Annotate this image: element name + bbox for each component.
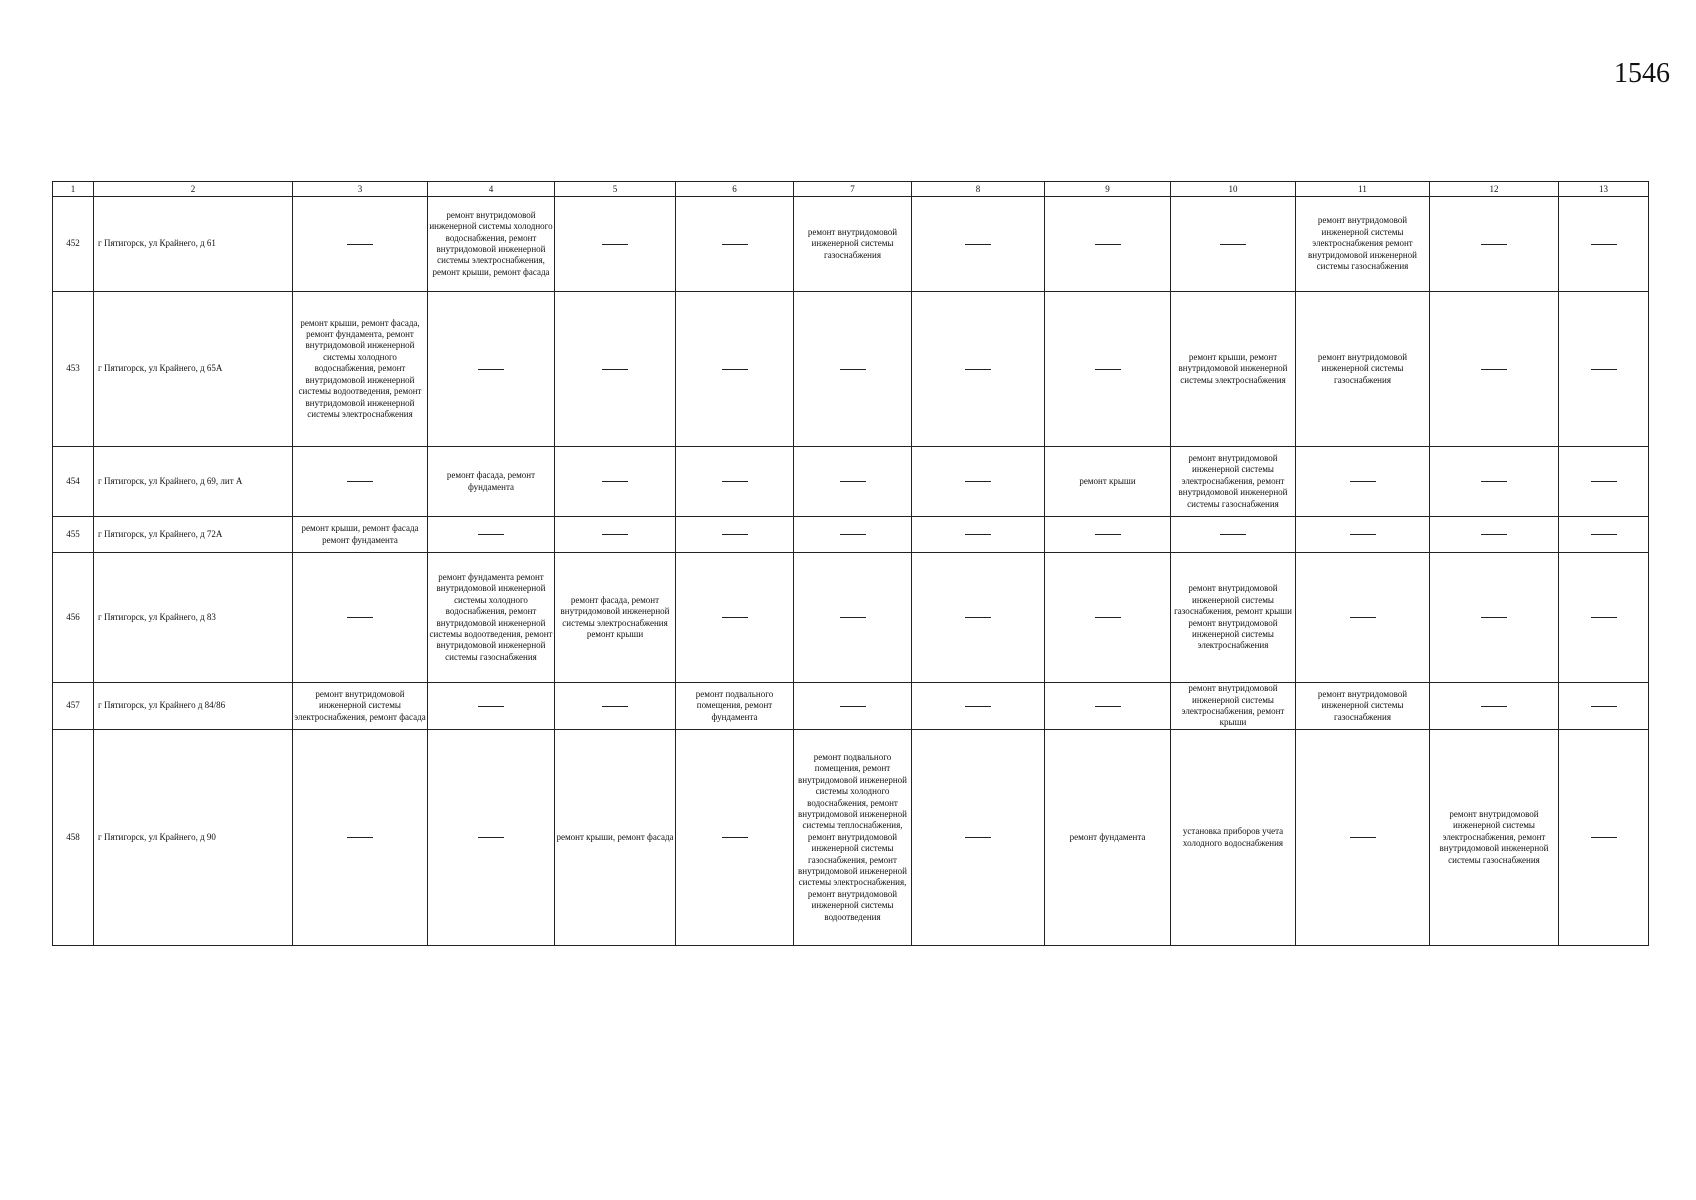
work-type-cell <box>912 683 1045 730</box>
empty-dash <box>347 244 373 245</box>
row-number-cell <box>53 517 94 553</box>
cell-text: г Пятигорск, ул Крайнего, д 69, лит А <box>98 475 243 486</box>
empty-dash <box>1095 706 1121 707</box>
empty-dash <box>602 534 628 535</box>
empty-dash <box>1350 617 1376 618</box>
work-type-cell <box>428 447 555 517</box>
work-type-cell <box>1296 730 1430 946</box>
repair-schedule-table <box>52 181 1649 946</box>
work-type-cell <box>428 730 555 946</box>
work-type-cell <box>912 517 1045 553</box>
column-header: 5 <box>555 182 676 197</box>
work-type-cell <box>293 683 428 730</box>
work-type-cell <box>293 197 428 292</box>
work-type-cell <box>555 517 676 553</box>
empty-dash <box>965 534 991 535</box>
cell-text: 458 <box>66 831 80 842</box>
work-type-cell <box>1296 517 1430 553</box>
column-header: 7 <box>794 182 912 197</box>
empty-dash <box>965 369 991 370</box>
empty-dash <box>840 534 866 535</box>
empty-dash <box>840 369 866 370</box>
column-header: 8 <box>912 182 1045 197</box>
work-type-cell <box>293 292 428 447</box>
empty-dash <box>1591 534 1617 535</box>
work-type-cell <box>676 553 794 683</box>
work-type-cell <box>794 517 912 553</box>
work-type-cell <box>555 292 676 447</box>
work-type-cell <box>794 197 912 292</box>
cell-text: 454 <box>66 475 80 486</box>
address-cell <box>94 447 293 517</box>
work-type-cell <box>1296 553 1430 683</box>
work-type-cell <box>1430 553 1559 683</box>
cell-text: ремонт крыши, ремонт внутридомовой инженерной системы электроснабжения <box>1178 351 1288 385</box>
empty-dash <box>1095 534 1121 535</box>
empty-dash <box>1591 617 1617 618</box>
work-type-cell <box>1045 517 1171 553</box>
empty-dash <box>965 481 991 482</box>
cell-text: установка приборов учета холодного водоснабжения <box>1182 826 1284 848</box>
empty-dash <box>722 837 748 838</box>
column-header: 3 <box>293 182 428 197</box>
cell-text: г Пятигорск, ул Крайнего, д 61 <box>98 238 216 249</box>
cell-text: ремонт крыши <box>1079 475 1136 486</box>
work-type-cell <box>794 683 912 730</box>
work-type-cell <box>1430 292 1559 447</box>
row-number-cell <box>53 292 94 447</box>
empty-dash <box>602 244 628 245</box>
row-number-cell <box>53 683 94 730</box>
empty-dash <box>840 617 866 618</box>
empty-dash <box>1481 617 1507 618</box>
cell-text: ремонт подвального помещения, ремонт внутридомовой инженерной системы холодного водоснабжения, ремонт внутридомовой инженерной системы теплоснабжения, ремонт внутридомовой инженерной системы газоснабжения, ремонт внутридомовой инженерной системы электроснабжения, ремонт внутридомовой инженерной системы водоотведения <box>798 751 907 922</box>
work-type-cell <box>912 292 1045 447</box>
empty-dash <box>602 481 628 482</box>
cell-text: ремонт фасада, ремонт внутридомовой инженерной системы электроснабжения ремонт крыши <box>560 594 670 639</box>
cell-text: ремонт внутридомовой инженерной системы холодного водоснабжения, ремонт внутридомовой инженерной системы электроснабжения, ремонт крыши, ремонт фасада <box>429 209 553 277</box>
empty-dash <box>840 481 866 482</box>
empty-dash <box>478 369 504 370</box>
work-type-cell <box>555 730 676 946</box>
work-type-cell <box>1045 447 1171 517</box>
address-cell <box>94 683 293 730</box>
table-row <box>53 517 1649 553</box>
empty-dash <box>602 369 628 370</box>
work-type-cell <box>794 292 912 447</box>
cell-text: 456 <box>66 611 80 622</box>
table-row <box>53 292 1649 447</box>
work-type-cell <box>1045 730 1171 946</box>
empty-dash <box>1481 481 1507 482</box>
cell-text: г Пятигорск, ул Крайнего, д 83 <box>98 611 216 622</box>
empty-dash <box>722 244 748 245</box>
work-type-cell <box>1171 292 1296 447</box>
cell-text: г Пятигорск, ул Крайнего, д 65А <box>98 363 223 374</box>
empty-dash <box>1350 534 1376 535</box>
cell-text: ремонт внутридомовой инженерной системы электроснабжения, ремонт фасада <box>294 688 426 722</box>
work-type-cell <box>1171 517 1296 553</box>
cell-text: г Пятигорск, ул Крайнего, д 90 <box>98 831 216 842</box>
empty-dash <box>1220 534 1246 535</box>
work-type-cell <box>1559 447 1649 517</box>
empty-dash <box>1095 244 1121 245</box>
work-type-cell <box>1296 447 1430 517</box>
work-type-cell <box>1559 292 1649 447</box>
work-type-cell <box>1559 730 1649 946</box>
empty-dash <box>1481 706 1507 707</box>
cell-text: ремонт внутридомовой инженерной системы газоснабжения <box>807 226 898 260</box>
cell-text: ремонт внутридомовой инженерной системы газоснабжения <box>1317 688 1408 722</box>
column-header: 12 <box>1430 182 1559 197</box>
column-header: 6 <box>676 182 794 197</box>
table-row <box>53 683 1649 730</box>
table-row <box>53 447 1649 517</box>
work-type-cell <box>676 197 794 292</box>
work-type-cell <box>676 292 794 447</box>
work-type-cell <box>1430 517 1559 553</box>
cell-text: 455 <box>66 528 80 539</box>
work-type-cell <box>1559 683 1649 730</box>
cell-text: ремонт внутридомовой инженерной системы газоснабжения, ремонт крыши ремонт внутридомовой инженерной системы электроснабжения <box>1174 583 1292 651</box>
work-type-cell <box>1430 683 1559 730</box>
work-type-cell <box>676 730 794 946</box>
column-header: 13 <box>1559 182 1649 197</box>
row-number-cell <box>53 553 94 683</box>
cell-text: ремонт фасада, ремонт фундамента <box>446 470 536 492</box>
column-header: 11 <box>1296 182 1430 197</box>
cell-text: 453 <box>66 363 80 374</box>
work-type-cell <box>1296 292 1430 447</box>
work-type-cell <box>555 683 676 730</box>
column-header: 9 <box>1045 182 1171 197</box>
empty-dash <box>1095 369 1121 370</box>
column-header: 1 <box>53 182 94 197</box>
column-header: 10 <box>1171 182 1296 197</box>
row-number-cell <box>53 447 94 517</box>
work-type-cell <box>555 447 676 517</box>
cell-text: ремонт подвального помещения, ремонт фундамента <box>695 688 774 722</box>
empty-dash <box>1481 244 1507 245</box>
cell-text: г Пятигорск, ул Крайнего, д 72А <box>98 528 223 539</box>
work-type-cell <box>1045 553 1171 683</box>
address-cell <box>94 730 293 946</box>
empty-dash <box>1591 244 1617 245</box>
empty-dash <box>347 837 373 838</box>
work-type-cell <box>1171 197 1296 292</box>
work-type-cell <box>912 730 1045 946</box>
empty-dash <box>965 617 991 618</box>
work-type-cell <box>1430 197 1559 292</box>
work-type-cell <box>428 292 555 447</box>
cell-text: ремонт крыши, ремонт фасада <box>556 831 674 842</box>
work-type-cell <box>1171 553 1296 683</box>
empty-dash <box>347 617 373 618</box>
address-cell <box>94 292 293 447</box>
empty-dash <box>722 481 748 482</box>
work-type-cell <box>794 447 912 517</box>
empty-dash <box>478 706 504 707</box>
work-type-cell <box>1559 553 1649 683</box>
empty-dash <box>1481 369 1507 370</box>
table-row <box>53 197 1649 292</box>
work-type-cell <box>428 517 555 553</box>
cell-text: ремонт внутридомовой инженерной системы электроснабжения, ремонт внутридомовой инженерной системы газоснабжения <box>1178 452 1288 509</box>
empty-dash <box>1350 837 1376 838</box>
work-type-cell <box>428 553 555 683</box>
empty-dash <box>478 534 504 535</box>
empty-dash <box>965 837 991 838</box>
empty-dash <box>1220 244 1246 245</box>
work-type-cell <box>1171 683 1296 730</box>
work-type-cell <box>428 683 555 730</box>
empty-dash <box>965 706 991 707</box>
empty-dash <box>965 244 991 245</box>
row-number-cell <box>53 197 94 292</box>
work-type-cell <box>676 517 794 553</box>
empty-dash <box>1350 481 1376 482</box>
work-type-cell <box>1045 292 1171 447</box>
cell-text: 452 <box>66 238 80 249</box>
work-type-cell <box>676 683 794 730</box>
work-type-cell <box>1430 447 1559 517</box>
empty-dash <box>1591 837 1617 838</box>
column-header: 2 <box>94 182 293 197</box>
address-cell <box>94 553 293 683</box>
work-type-cell <box>1045 197 1171 292</box>
address-cell <box>94 517 293 553</box>
empty-dash <box>1591 369 1617 370</box>
empty-dash <box>347 481 373 482</box>
table-row <box>53 553 1649 683</box>
work-type-cell <box>1171 730 1296 946</box>
address-cell <box>94 197 293 292</box>
work-type-cell <box>1559 197 1649 292</box>
table-body <box>53 197 1649 946</box>
work-type-cell <box>555 197 676 292</box>
column-number-row <box>53 182 1649 197</box>
cell-text: г Пятигорск, ул Крайнего д 84/86 <box>98 700 226 711</box>
empty-dash <box>1095 617 1121 618</box>
work-type-cell <box>1171 447 1296 517</box>
work-type-cell <box>912 447 1045 517</box>
table-row <box>53 730 1649 946</box>
cell-text: ремонт внутридомовой инженерной системы газоснабжения <box>1317 351 1408 385</box>
work-type-cell <box>293 730 428 946</box>
work-type-cell <box>293 517 428 553</box>
work-type-cell <box>428 197 555 292</box>
column-header: 4 <box>428 182 555 197</box>
work-type-cell <box>794 553 912 683</box>
work-type-cell <box>912 553 1045 683</box>
empty-dash <box>478 837 504 838</box>
cell-text: ремонт фундамента ремонт внутридомовой инженерной системы холодного водоснабжения, ремонт внутридомовой инженерной системы водоотведения, ремонт внутридомовой инженерной системы газоснабжения <box>429 571 553 662</box>
empty-dash <box>840 706 866 707</box>
cell-text: ремонт внутридомовой инженерной системы электроснабжения, ремонт крыши <box>1181 683 1285 728</box>
cell-text: 457 <box>66 700 80 711</box>
row-number-cell <box>53 730 94 946</box>
work-type-cell <box>912 197 1045 292</box>
cell-text: ремонт внутридомовой инженерной системы электроснабжения ремонт внутридомовой инженерной системы газоснабжения <box>1308 215 1417 272</box>
cell-text: ремонт крыши, ремонт фасада ремонт фундамента <box>301 523 419 545</box>
cell-text: ремонт крыши, ремонт фасада, ремонт фундамента, ремонт внутридомовой инженерной системы холодного водоснабжения, ремонт внутридомовой инженерной системы водоотведения, ремонт внутридомовой инженерной системы электроснабжения <box>298 317 422 419</box>
work-type-cell <box>1559 517 1649 553</box>
work-type-cell <box>1045 683 1171 730</box>
cell-text: ремонт внутридомовой инженерной системы электроснабжения, ремонт внутридомовой инженерной системы газоснабжения <box>1439 808 1549 865</box>
empty-dash <box>722 369 748 370</box>
empty-dash <box>1481 534 1507 535</box>
empty-dash <box>1591 481 1617 482</box>
work-type-cell <box>1296 197 1430 292</box>
work-type-cell <box>555 553 676 683</box>
empty-dash <box>602 706 628 707</box>
work-type-cell <box>293 447 428 517</box>
empty-dash <box>1591 706 1617 707</box>
empty-dash <box>722 617 748 618</box>
work-type-cell <box>293 553 428 683</box>
cell-text: ремонт фундамента <box>1069 831 1146 842</box>
work-type-cell <box>794 730 912 946</box>
work-type-cell <box>676 447 794 517</box>
empty-dash <box>722 534 748 535</box>
work-type-cell <box>1296 683 1430 730</box>
work-type-cell <box>1430 730 1559 946</box>
page-number: 1546 <box>1614 58 1670 89</box>
